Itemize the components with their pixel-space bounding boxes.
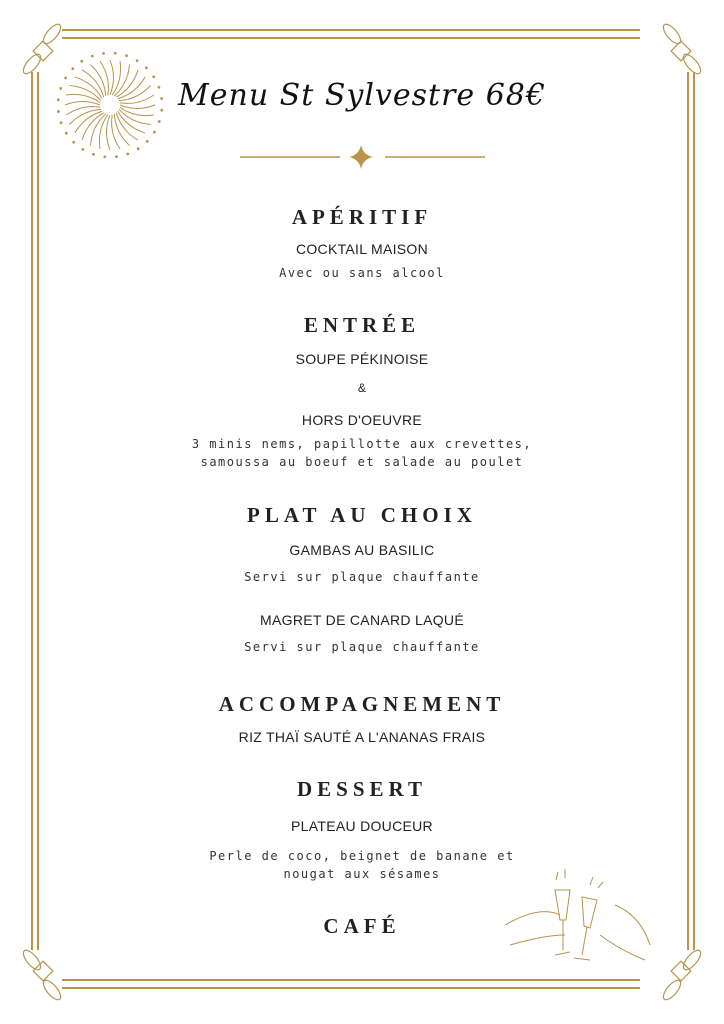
- menu-item: GAMBAS AU BASILIC: [289, 542, 435, 558]
- menu-item: RIZ THAÏ SAUTÉ A L'ANANAS FRAIS: [238, 729, 486, 745]
- divider-ornament: [240, 145, 485, 169]
- menu-item: COCKTAIL MAISON: [295, 241, 429, 257]
- section-heading-entree: ENTRÉE: [303, 313, 421, 337]
- menu-title: Menu St Sylvestre 68€: [178, 78, 546, 113]
- menu-item-description: samoussa au boeuf et salade au poulet: [200, 455, 524, 469]
- menu-item-description: Avec ou sans alcool: [279, 266, 445, 280]
- section-heading-dessert: DESSERT: [297, 777, 427, 801]
- section-heading-aperitif: APÉRITIF: [291, 205, 433, 229]
- section-heading-cafe: CAFÉ: [323, 914, 401, 938]
- menu-item-description: Servi sur plaque chauffante: [244, 570, 480, 584]
- menu-item: SOUPE PÉKINOISE: [295, 351, 429, 367]
- menu-item-description: 3 minis nems, papillotte aux crevettes,: [191, 437, 533, 451]
- ampersand: &: [357, 381, 367, 395]
- section-heading-accompagnement: ACCOMPAGNEMENT: [218, 692, 506, 716]
- menu-item: MAGRET DE CANARD LAQUÉ: [260, 612, 464, 628]
- section-heading-plat: PLAT AU CHOIX: [247, 503, 477, 527]
- menu-item-description: nougat aux sésames: [283, 867, 441, 881]
- menu-item: PLATEAU DOUCEUR: [291, 818, 433, 834]
- menu-item-description: Perle de coco, beignet de banane et: [209, 849, 515, 863]
- menu-item: HORS D'OEUVRE: [301, 412, 423, 428]
- menu-item-description: Servi sur plaque chauffante: [244, 640, 480, 654]
